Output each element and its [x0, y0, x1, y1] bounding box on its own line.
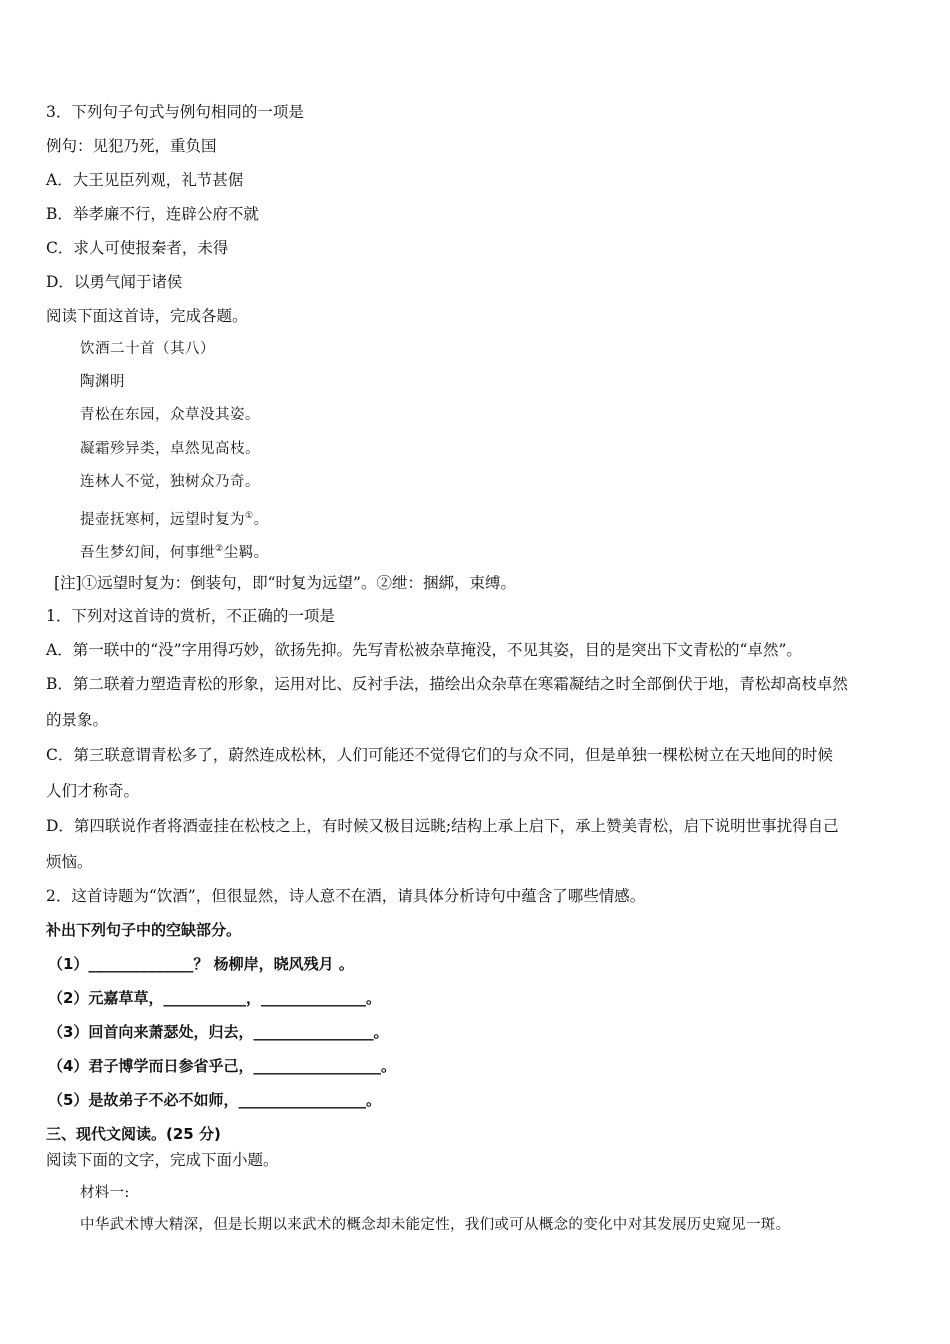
fill-header: 补出下列句子中的空缺部分。	[46, 921, 242, 939]
q1-option-d-cont: 烦恼。	[46, 853, 93, 871]
q3-option-b: B．举孝廉不行，连辟公府不就	[46, 205, 259, 223]
material-label: 材料一:	[80, 1185, 130, 1201]
material-text: 中华武术博大精深，但是长期以来武术的概念却未能定性，我们或可从概念的变化中对其发展历史窥见一斑。	[80, 1217, 791, 1233]
poem-line: 青松在东园，众草没其姿。	[80, 407, 260, 423]
q1-stem: 1．下列对这首诗的赏析，不正确的一项是	[46, 607, 335, 625]
poem-line: 凝霜殄异类，卓然见高枝。	[80, 441, 260, 457]
poem-title: 饮酒二十首（其八）	[80, 341, 215, 357]
poem-line-end: 尘羁。	[223, 544, 269, 561]
fill-item: （4）君子博学而日参省乎己，_________________。	[48, 1057, 396, 1075]
footnote-marker: ①	[245, 511, 254, 521]
q1-option-d: D．第四联说作者将酒壶挂在松枝之上，有时候又极目远眺;结构上承上启下，承上赞美青松，启下说明世事扰得自己	[46, 817, 839, 835]
footnote-marker: ②	[215, 544, 224, 554]
poem-line-text: 吾生梦幻间，何事绁	[80, 544, 215, 561]
q1-option-c-cont: 人们才称奇。	[46, 782, 140, 800]
q3-option-d: D．以勇气闻于诸侯	[46, 273, 183, 291]
poem-intro: 阅读下面这首诗，完成各题。	[46, 307, 248, 325]
section-intro: 阅读下面的文字，完成下面小题。	[46, 1151, 279, 1169]
fill-item: （3）回首向来萧瑟处，归去，________________。	[48, 1023, 389, 1041]
section-title: 三、现代文阅读。(25 分)	[46, 1125, 221, 1143]
poem-note: [注]①远望时复为：倒装句，即“时复为远望”。②绁：捆綁，束缚。	[54, 574, 516, 592]
poem-line: 连林人不觉，独树众乃奇。	[80, 474, 260, 490]
poem-line	[80, 505, 910, 531]
q3-option-c: C．求人可使报秦者，未得	[46, 239, 229, 257]
q3-stem: 3．下列句子句式与例句相同的一项是	[46, 103, 304, 121]
q1-option-c: C．第三联意谓青松多了，蔚然连成松林，人们可能还不觉得它们的与众不同，但是单独一棵松树立在天地间的时候	[46, 746, 833, 764]
poem-line-text: 提壶抚寒柯，远望时复为	[80, 511, 245, 528]
q1-option-b-cont: 的景象。	[46, 711, 109, 729]
q1-option-b: B．第二联着力塑造青松的形象，运用对比、反衬手法，描绘出众杂草在寒霜凝结之时全部倒伏于地，青松却高枝卓然	[46, 675, 848, 693]
fill-item: （5）是故弟子不必不如师，_________________。	[48, 1091, 381, 1109]
fill-item: （2）元嘉草草，___________，______________。	[48, 989, 381, 1007]
q3-option-a: A．大王见臣列观，礼节甚倨	[46, 171, 244, 189]
poem-line-end: 。	[253, 511, 269, 528]
q1-option-a: A．第一联中的“没”字用得巧妙，欲扬先抑。先写青松被杂草掩没，不见其姿，目的是突出下文青松的“卓然”。	[46, 641, 802, 659]
poem-line	[80, 538, 910, 564]
fill-item: （1）______________？ 杨柳岸，晓风残月 。	[48, 955, 354, 973]
q2-stem: 2．这首诗题为“饮酒”，但很显然，诗人意不在酒，请具体分析诗句中蕴含了哪些情感。	[46, 887, 646, 905]
poem-author: 陶渊明	[80, 374, 125, 390]
q3-example: 例句：见犯乃死，重负国	[46, 137, 217, 155]
